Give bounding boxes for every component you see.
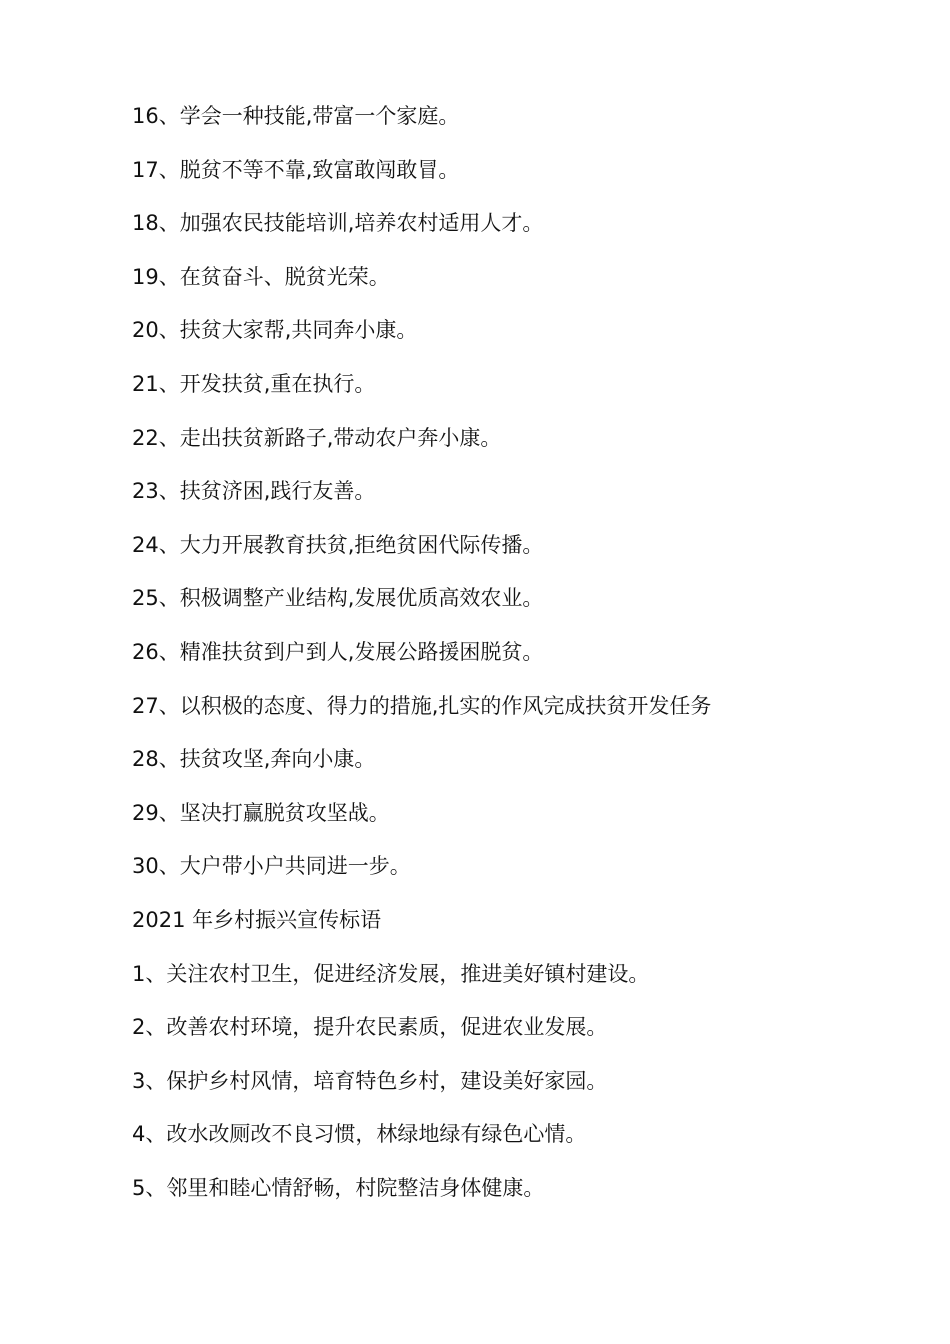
slogan-line: 3、保护乡村风情，培育特色乡村，建设美好家园。 — [132, 1068, 608, 1093]
slogan-line: 24、大力开展教育扶贫,拒绝贫困代际传播。 — [132, 532, 544, 557]
slogan-line: 5、邻里和睦心情舒畅，村院整洁身体健康。 — [132, 1175, 545, 1200]
slogan-line: 18、加强农民技能培训,培养农村适用人才。 — [132, 211, 544, 236]
slogan-line: 28、扶贫攻坚,奔向小康。 — [132, 747, 376, 772]
slogan-line: 25、积极调整产业结构,发展优质高效农业。 — [132, 586, 544, 611]
slogan-line: 4、改水改厕改不良习惯，林绿地绿有绿色心情。 — [132, 1122, 587, 1147]
slogan-line: 17、脱贫不等不靠,致富敢闯敢冒。 — [132, 157, 460, 182]
slogan-line: 23、扶贫济困,践行友善。 — [132, 479, 376, 504]
slogan-line: 19、在贫奋斗、脱贫光荣。 — [132, 264, 390, 289]
slogan-line: 27、以积极的态度、得力的措施,扎实的作风完成扶贫开发任务 — [132, 693, 712, 718]
slogan-line: 21、开发扶贫,重在执行。 — [132, 371, 376, 396]
slogan-line: 1、关注农村卫生，促进经济发展，推进美好镇村建设。 — [132, 961, 650, 986]
slogan-line: 2、改善农村环境，提升农民素质，促进农业发展。 — [132, 1015, 608, 1040]
slogan-line: 20、扶贫大家帮,共同奔小康。 — [132, 318, 418, 343]
slogan-line: 29、坚决打赢脱贫攻坚战。 — [132, 800, 390, 825]
section-heading: 2021 年乡村振兴宣传标语 — [132, 907, 382, 932]
slogan-line: 22、走出扶贫新路子,带动农户奔小康。 — [132, 425, 502, 450]
slogan-line: 30、大户带小户共同进一步。 — [132, 854, 411, 879]
slogan-line: 16、学会一种技能,带富一个家庭。 — [132, 104, 460, 128]
slogan-line: 26、精准扶贫到户到人,发展公路援困脱贫。 — [132, 639, 544, 664]
slogan-list — [132, 101, 922, 1226]
